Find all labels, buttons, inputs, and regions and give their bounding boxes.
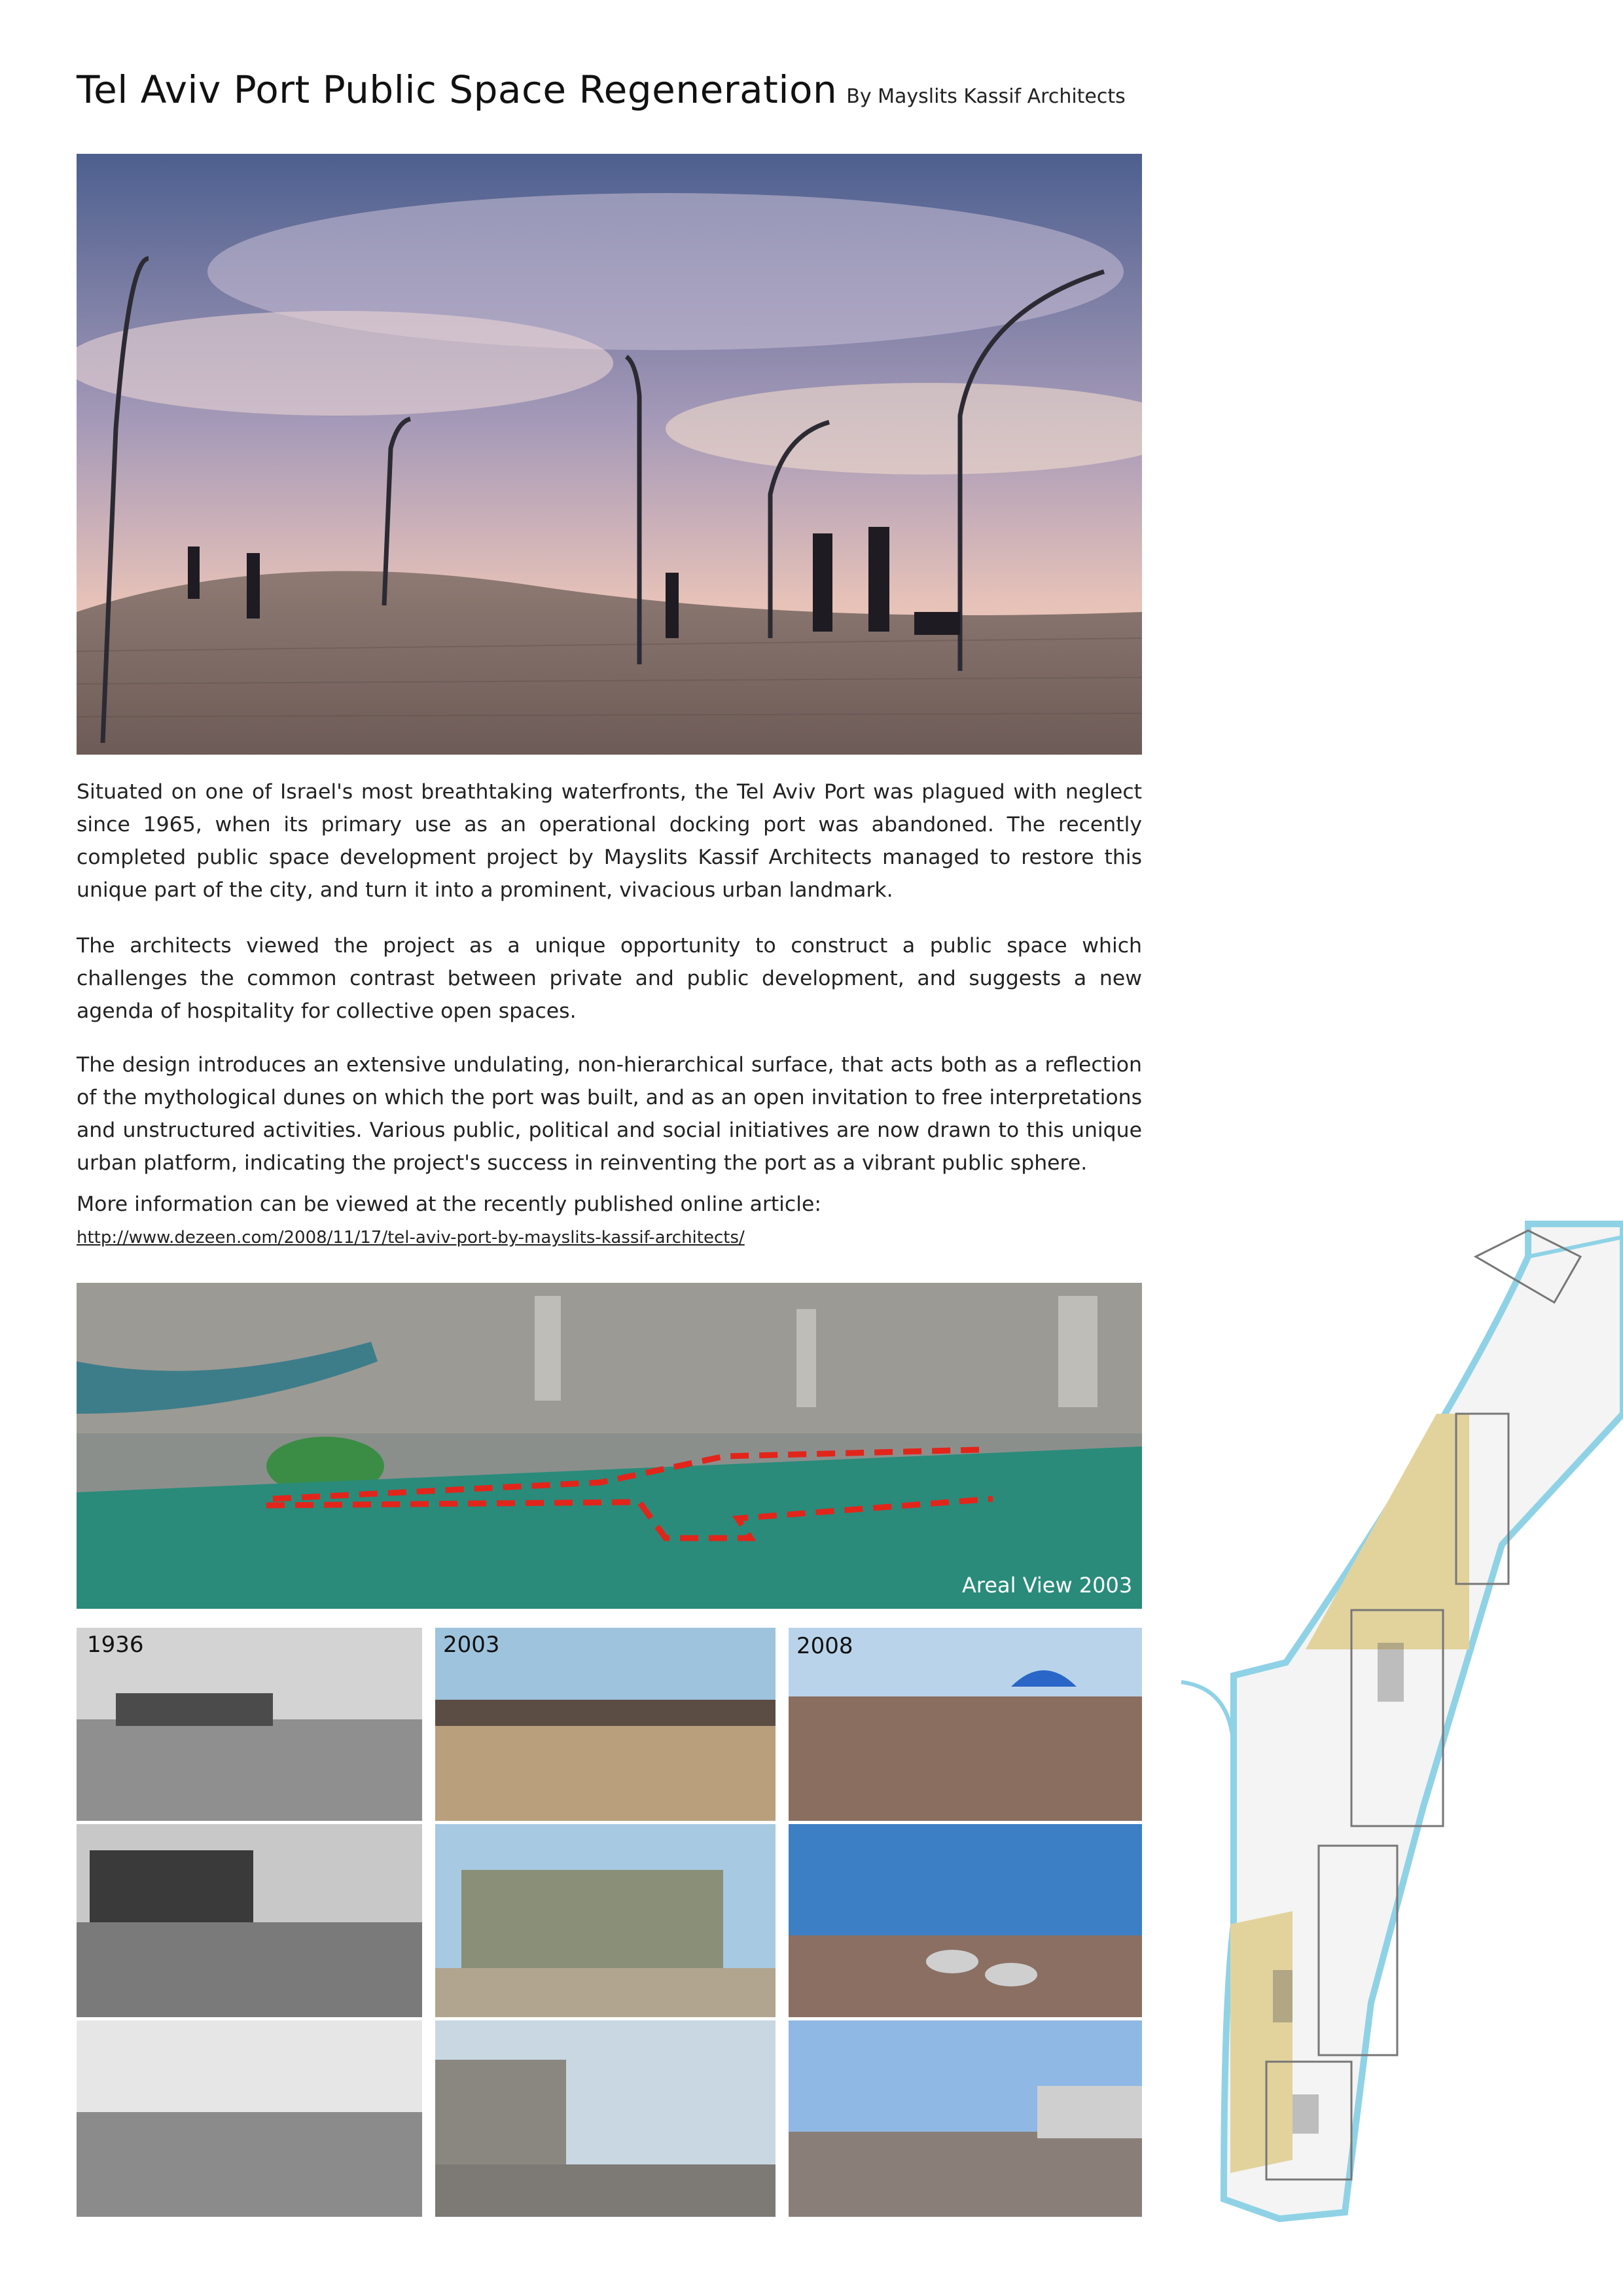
body-paragraph-1 xyxy=(77,776,1142,906)
title-main: Tel Aviv Port Public Space Regeneration xyxy=(77,67,838,112)
hero-photo xyxy=(77,154,1142,755)
body-paragraph-3 xyxy=(77,1049,1142,1179)
article-link[interactable]: http://www.dezeen.com/2008/11/17/tel-aviv-port-by-mayslits-kassif-architects/ xyxy=(77,1228,745,1247)
photo-2003-b xyxy=(435,1824,776,2017)
page-title xyxy=(77,67,1126,112)
para1: Situated on one of Israel's most breathtaking waterfronts, the Tel Aviv Port was plagued with neglect since 1965, when its primary use as an operational docking port was abandoned. The recently completed public space development project by Mayslits Kassif Architects managed to restore this unique part of the city, and turn it into a prominent, vivacious urban landmark. xyxy=(77,780,1142,902)
photo-2008-b xyxy=(789,1824,1142,2017)
para3: The design introduces an extensive undulating, non-hierarchical surface, that acts both as a reflection of the mythological dunes on which the port was built, and as an open invitation to free interpretations and unstructured activities. Various public, political and social initiatives are now drawn to this unique urban platform, indicating the project's success in reinventing the port as a vibrant public sphere. xyxy=(77,1053,1142,1175)
title-byline: By Mayslits Kassif Architects xyxy=(846,85,1126,108)
site-plan-drawing xyxy=(1162,1217,1623,2225)
body-paragraph-2 xyxy=(77,929,1142,1028)
year-label-1936: 1936 xyxy=(87,1632,144,1658)
year-label-2008: 2008 xyxy=(796,1633,853,1659)
year-label-2003: 2003 xyxy=(443,1632,500,1658)
photo-2003-c xyxy=(435,2020,776,2217)
aerial-caption: Areal View 2003 xyxy=(962,1573,1133,1598)
aerial-photo xyxy=(77,1283,1142,1609)
photo-1936-c xyxy=(77,2020,422,2217)
photo-1936-b xyxy=(77,1824,422,2017)
more-info-text: More information can be viewed at the recently published online article: xyxy=(77,1193,821,1216)
para2: The architects viewed the project as a unique opportunity to construct a public space which challenges the common contrast between private and public development, and suggests a new agenda of hospitality for collective open spaces. xyxy=(77,934,1142,1023)
photo-2008-c xyxy=(789,2020,1142,2217)
